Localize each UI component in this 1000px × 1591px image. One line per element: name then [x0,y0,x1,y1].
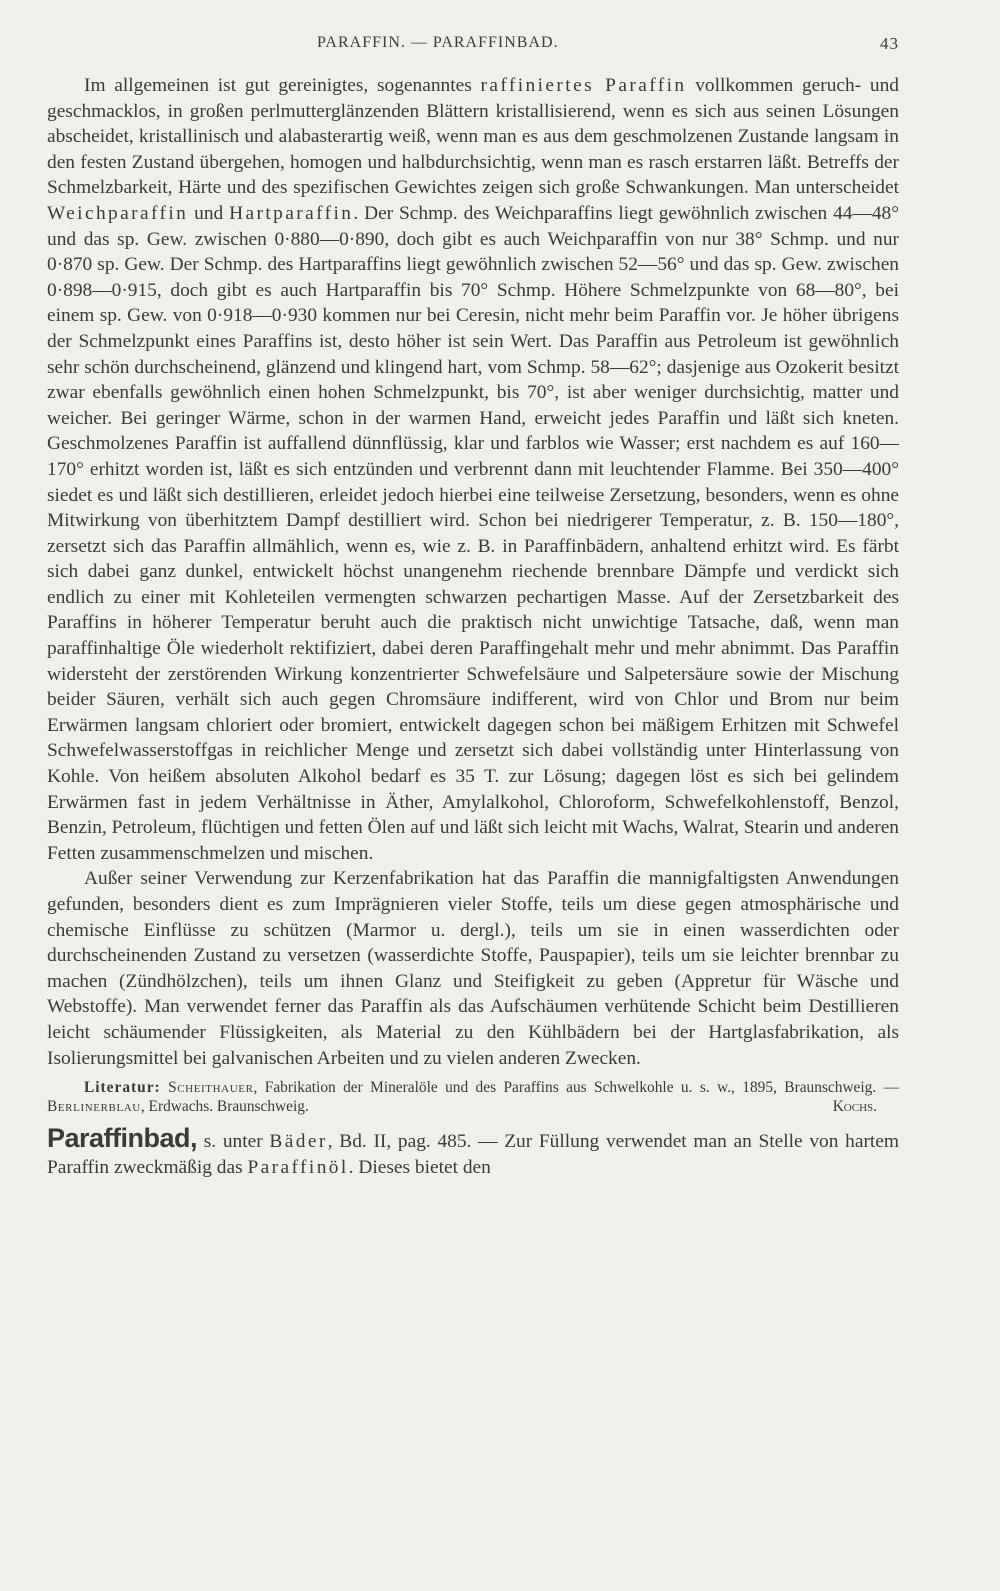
article-author: Kochs. [832,1097,877,1115]
literature-note [47,1079,899,1116]
literature-label: Literatur: [84,1079,161,1097]
text-run: , Bd. II, pag. 485. — Zur Füllung verwendet man an Stelle von hartem Paraffin zweckmäßig das [47,1131,899,1178]
running-header [47,30,899,56]
text-run: Im allgemeinen ist gut gereinigtes, sogenanntes [84,75,481,96]
article-body [47,73,899,1071]
spaced-term: Paraffinöl [247,1156,349,1178]
literature-author: Scheithauer [168,1079,254,1097]
spaced-term: Weichparaffin [47,202,189,224]
literature-text: , Fabrikation der Mineralöle und des Paraffins aus Schwelkohle u. s. w., 1895, Braunschweig. — [253,1079,899,1097]
running-title: PARAFFIN. — PARAFFINBAD. [317,34,559,51]
paragraph-properties [47,73,899,866]
text-run: . Dieses bietet den [348,1156,491,1178]
page [47,30,899,1180]
text-run: und [188,202,230,224]
page-number: 43 [880,34,899,53]
spaced-term: raffiniertes Paraffin [480,75,687,96]
literature-author: Berlinerblau [47,1097,141,1115]
text-run: vollkommen geruch- und geschmacklos, in großen perlmutterglänzenden Blättern kristallisierend, wenn es sich aus seinen Lösungen abscheidet, kristallinisch und alabasterartig weiß, wenn man es aus dem geschmolzenen Zustande langsam in den festen Zustand übergehen, homogen und halbdurchsichtig, wenn man es rasch erstarren läßt. Betreffs der Schmelzbarkeit, Härte und des spezifischen Gewichtes zeigen sich große Schwankungen. Man unterscheidet [47,75,899,199]
literature-text: , Erdwachs. Braunschweig. [140,1097,309,1115]
dictionary-entry [47,1123,899,1180]
text-run: . Der Schmp. des Weichparaffins liegt gewöhnlich zwischen 44—48° und das sp. Gew. zwischen 0·880—0·890, doch gibt es auch Weichparaffin von nur 38° Schmp. und nur 0·870 sp. Gew. Der Schmp. des Hartparaffins liegt gewöhnlich zwischen 52—56° und das sp. Gew. zwischen 0·898—0·915, doch gibt es auch Hartparaffin bis 70° Schmp. Höhere Schmelzpunkte von 68—80°, bei einem sp. Gew. von 0·918—0·930 kommen nur bei Ceresin, nicht mehr beim Paraffin vor. Je höher übrigens der Schmelzpunkt eines Paraffins ist, desto höher ist sein Wert. Das Paraffin aus Petroleum ist gewöhnlich sehr schön durchscheinend, glänzend und klingend hart, vom Schmp. 58—62°; dasjenige aus Ozokerit besitzt zwar ebenfalls gewöhnlich einen hohen Schmelzpunkt, bis 70°, ist aber weniger durchsichtig, matter und weicher. Bei geringer Wärme, schon in der warmen Hand, erweicht jedes Paraffin und läßt sich kneten. Geschmolzenes Paraffin ist auffallend dünnflüssig, klar und farblos wie Wasser; erst nachdem es auf 160—170° erhitzt worden ist, läßt es sich entzünden und verbrennt dann mit leuchtender Flamme. Bei 350—400° siedet es und läßt sich destillieren, erleidet jedoch hierbei eine teilweise Zersetzung, besonders, wenn es ohne Mitwirkung von überhitztem Dampf destilliert wird. Schon bei niedrigerer Temperatur, z. B. 150—180°, zersetzt sich das Paraffin allmählich, wenn es, wie z. B. in Paraffinbädern, anhaltend erhitzt wird. Es färbt sich dabei ganz dunkel, entwickelt höchst unangenehm riechende brennbare Dämpfe und verdickt sich endlich zu einer mit Kohleteilen vermengten schwarzen pechartigen Masse. Auf der Zersetzbarkeit des Paraffins in höherer Temperatur beruht auch die praktisch nicht unwichtige Tatsache, daß, wenn man paraffinhaltige Öle wiederholt rektifiziert, dabei deren Paraffingehalt mehr und mehr abnimmt. Das Paraffin widersteht der zerstörenden Wirkung konzentrierter Schwefelsäure und Salpetersäure sowie der Mischung beider Säuren, verhält sich auch gegen Chromsäure indifferent, wird von Chlor und Brom nur beim Erwärmen langsam chloriert oder bromiert, entwickelt dagegen schon bei mäßigem Erhitzen mit Schwefel Schwefelwasserstoffgas in reichlicher Menge und zersetzt sich dabei vollständig unter Hinterlassung von Kohle. Von heißem absoluten Alkohol bedarf es 35 T. zur Lösung; dagegen löst es sich bei gelindem Erwärmen fast in jedem Verhältnisse in Äther, Amylalkohol, Chloroform, Schwefelkohlenstoff, Benzol, Benzin, Petroleum, flüchtigen und fetten Ölen auf und läßt sich leicht mit Wachs, Walrat, Stearin und anderen Fetten zusammenschmelzen und mischen. [47,202,899,864]
entry-headword: Paraffinbad, [47,1123,198,1154]
cross-reference: Bäder [269,1131,328,1153]
text-run: s. unter [197,1131,270,1153]
spaced-term: Hartparaffin [229,202,354,224]
paragraph-uses: Außer seiner Verwendung zur Kerzenfabrikation hat das Paraffin die mannigfaltigsten Anwendungen gefunden, besonders dient es zum Imprägnieren vieler Stoffe, teils um diese gegen atmosphärische und chemische Einflüsse zu schützen (Marmor u. dergl.), teils um sie in einen wasserdichten oder durchscheinenden Zustand zu versetzen (wasserdichte Stoffe, Pauspapier), teils um sie leichter brennbar zu machen (Zündhölzchen), teils um ihnen Glanz und Steifigkeit zu geben (Appretur für Wäsche und Webstoffe). Man verwendet ferner das Paraffin als das Aufschäumen verhütende Schicht beim Destillieren leicht schäumender Flüssigkeiten, als Material zu den Kühlbädern bei der Hartglasfabrikation, als Isolierungsmittel bei galvanischen Arbeiten und zu vielen anderen Zwecken. [47,868,899,1069]
